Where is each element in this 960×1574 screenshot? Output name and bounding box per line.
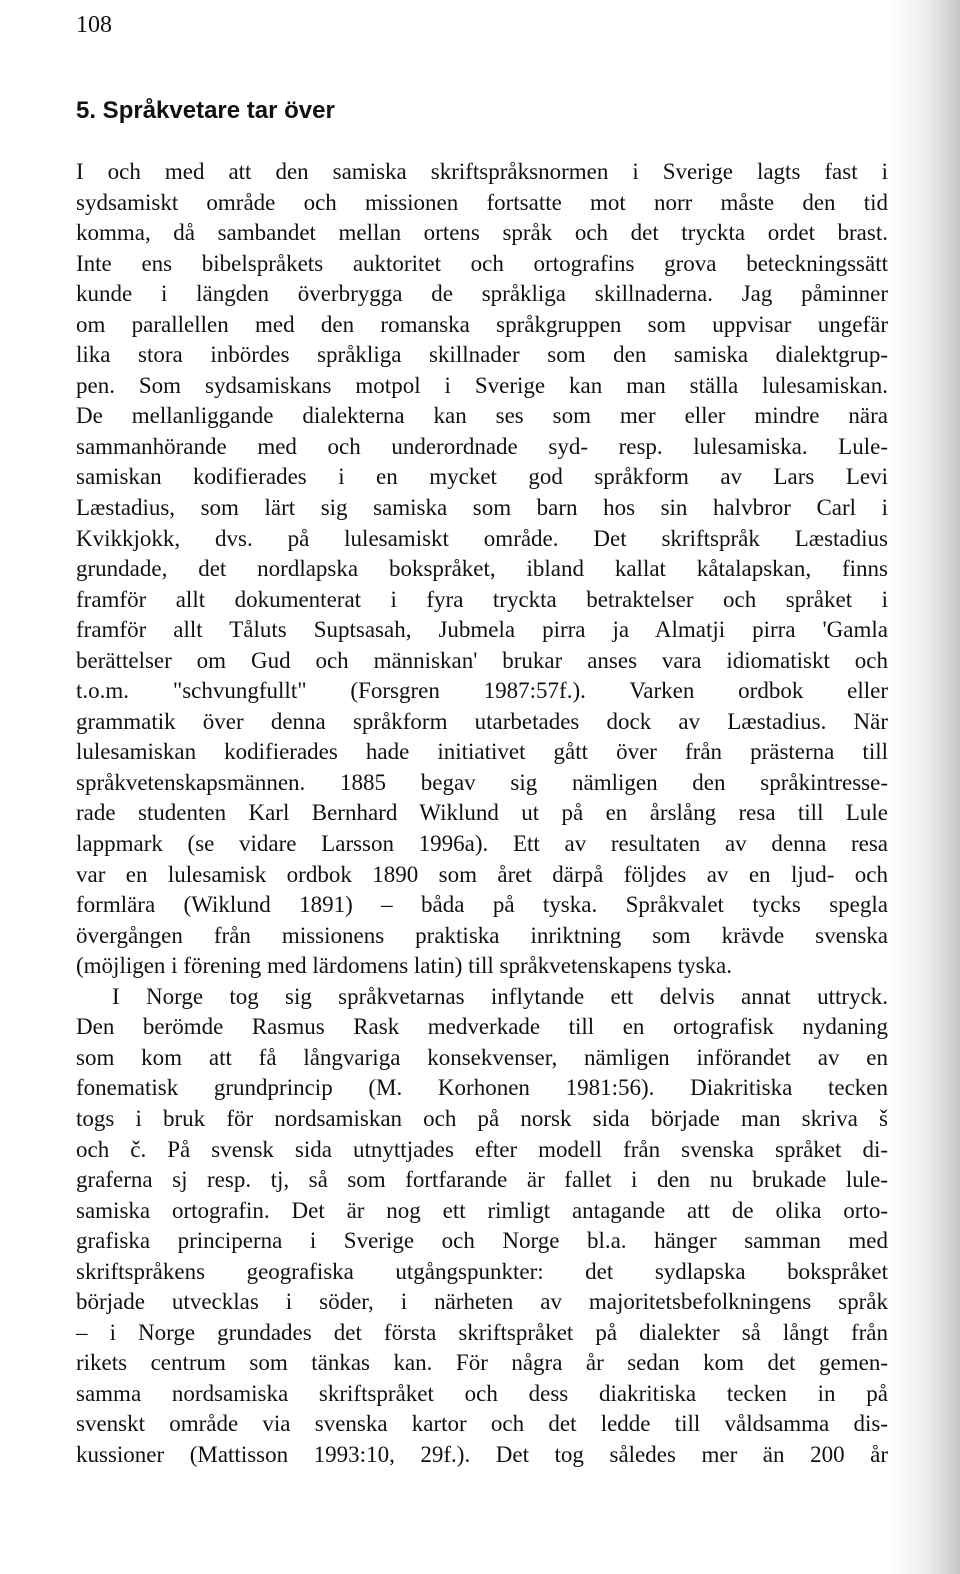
- text-line: övergången från missionens praktiska inriktning som krävde svenska: [76, 922, 888, 948]
- text-line: lika stora inbördes språkliga skillnader som den samiska dialektgrup-: [76, 342, 888, 368]
- text-line: språkvetenskapsmännen. 1885 begav sig nämligen den språkintresse-: [76, 769, 888, 795]
- text-line: Inte ens bibelspråkets auktoritet och ortografins grova beteckningssätt: [76, 250, 888, 276]
- section-heading: 5. Språkvetare tar över: [76, 97, 335, 124]
- text-line: svenskt område via svenska kartor och det ledde till våldsamma dis-: [76, 1411, 888, 1437]
- text-line: Læstadius, som lärt sig samiska som barn hos sin halvbror Carl i: [76, 495, 888, 521]
- text-line: rikets centrum som tänkas kan. För några år sedan kom det gemen-: [76, 1350, 888, 1376]
- text-line: sammanhörande med och underordnade syd- resp. lulesamiska. Lule-: [76, 433, 888, 459]
- text-line: lappmark (se vidare Larsson 1996a). Ett av resultaten av denna resa: [76, 831, 888, 857]
- text-line: (möjligen i förening med lärdomens latin) till språkvetenskapens tyska.: [76, 953, 732, 979]
- text-line: som kom att få långvariga konsekvenser, nämligen införandet av en: [76, 1044, 888, 1070]
- text-line: I Norge tog sig språkvetarnas inflytande ett delvis annat uttryck.: [112, 983, 888, 1009]
- text-line: om parallellen med den romanska språkgruppen som uppvisar ungefär: [76, 311, 888, 337]
- text-line: samiskan kodifierades i en mycket god språkform av Lars Levi: [76, 464, 888, 490]
- text-line: kunde i längden överbrygga de språkliga skillnaderna. Jag påminner: [76, 281, 888, 307]
- text-line: togs i bruk för nordsamiskan och på norsk sida började man skriva š: [76, 1105, 888, 1131]
- text-line: och č. På svensk sida utnyttjades efter modell från svenska språket di-: [76, 1136, 888, 1162]
- text-line: pen. Som sydsamiskans motpol i Sverige kan man ställa lulesamiskan.: [76, 372, 888, 398]
- text-line: framför allt dokumenterat i fyra tryckta betraktelser och språket i: [76, 586, 888, 612]
- text-line: t.o.m. "schvungfullt" (Forsgren 1987:57f.). Varken ordbok eller: [76, 678, 888, 704]
- text-line: sydsamiskt område och missionen fortsatte mot norr måste den tid: [76, 189, 888, 215]
- text-line: samma nordsamiska skriftspråket och dess diakritiska tecken in på: [76, 1380, 888, 1406]
- text-line: var en lulesamisk ordbok 1890 som året därpå följdes av en ljud- och: [76, 861, 888, 887]
- page-edge-shadow: [890, 0, 960, 1574]
- text-line: grafiska principerna i Sverige och Norge bl.a. hänger samman med: [76, 1228, 888, 1254]
- text-line: berättelser om Gud och människan' brukar anses vara idiomatiskt och: [76, 647, 888, 673]
- text-line: skriftspråkens geografiska utgångspunkter: det sydlapska bokspråket: [76, 1258, 888, 1284]
- page-number: 108: [76, 12, 112, 38]
- body-text: [76, 157, 888, 1471]
- text-line: I och med att den samiska skriftspråksnormen i Sverige lagts fast i: [76, 159, 888, 184]
- text-line: samiska ortografin. Det är nog ett rimligt antagande att de olika orto-: [76, 1197, 888, 1223]
- text-line: framför allt Tåluts Suptsasah, Jubmela pirra ja Almatji pirra 'Gamla: [76, 617, 888, 643]
- text-line: De mellanliggande dialekterna kan ses som mer eller mindre nära: [76, 403, 888, 429]
- text-line: – i Norge grundades det första skriftspråket på dialekter så långt från: [76, 1319, 888, 1345]
- text-line: rade studenten Karl Bernhard Wiklund ut på en årslång resa till Lule: [76, 800, 888, 826]
- text-line: grundade, det nordlapska bokspråket, ibland kallat kåtalapskan, finns: [76, 556, 888, 582]
- text-line: grammatik över denna språkform utarbetades dock av Læstadius. När: [76, 708, 888, 734]
- text-line: komma, då sambandet mellan ortens språk och det tryckta ordet brast.: [76, 220, 888, 246]
- text-line: Den berömde Rasmus Rask medverkade till en ortografisk nydaning: [76, 1014, 888, 1040]
- text-line: graferna sj resp. tj, så som fortfarande är fallet i den nu brukade lule-: [76, 1167, 888, 1193]
- text-line: Kvikkjokk, dvs. på lulesamiskt område. Det skriftspråk Læstadius: [76, 525, 888, 551]
- text-line: kussioner (Mattisson 1993:10, 29f.). Det tog således mer än 200 år: [76, 1441, 888, 1467]
- text-line: började utvecklas i söder, i närheten av majoritetsbefolkningens språk: [76, 1289, 888, 1315]
- text-line: formlära (Wiklund 1891) – båda på tyska. Språkvalet tycks spegla: [76, 892, 888, 918]
- text-line: lulesamiskan kodifierades hade initiativet gått över från prästerna till: [76, 739, 888, 765]
- text-line: fonematisk grundprincip (M. Korhonen 1981:56). Diakritiska tecken: [76, 1075, 888, 1101]
